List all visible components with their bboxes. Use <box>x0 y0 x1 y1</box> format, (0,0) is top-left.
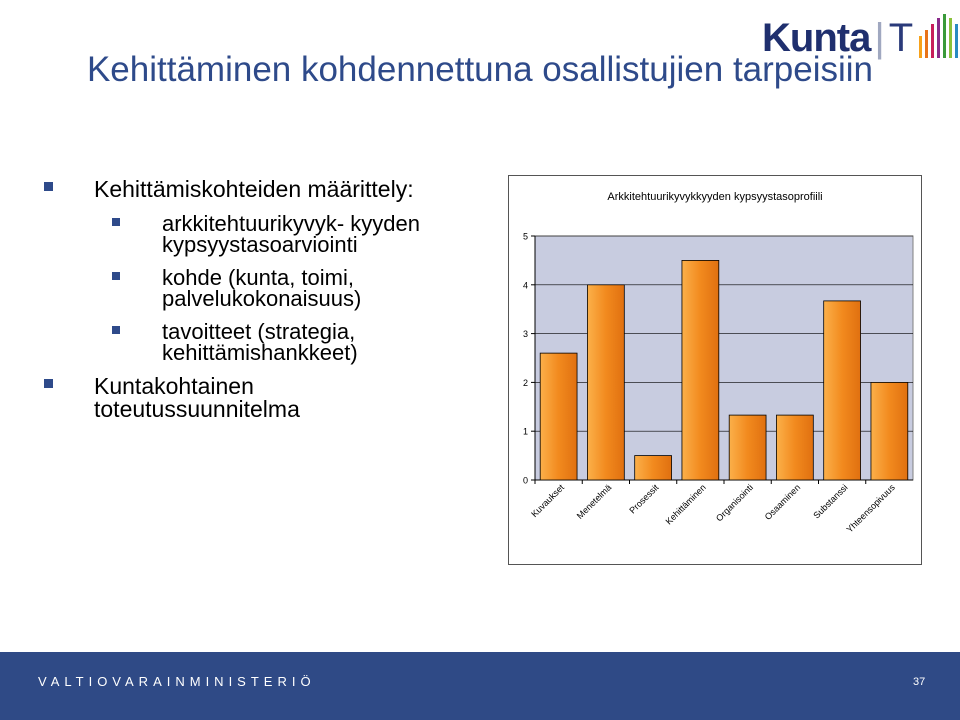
logo-suffix: T <box>888 16 914 60</box>
y-tick-label: 4 <box>522 280 528 291</box>
bar <box>776 415 813 480</box>
bar <box>587 285 624 480</box>
sub-bullet-text: arkkitehtuurikyvyk- kyyden kypsyystasoarviointi <box>162 211 420 257</box>
y-tick-label: 0 <box>522 475 528 486</box>
bar <box>635 456 672 480</box>
chart-svg <box>509 176 921 564</box>
bullet-text: Kuntakohtainen toteutussuunnitelma <box>94 373 300 422</box>
x-tick-label: Osaaminen <box>762 482 803 522</box>
x-tick-label: Kehittäminen <box>663 482 708 527</box>
logo-bar <box>955 24 958 58</box>
bar <box>871 382 908 480</box>
x-tick-label: Menetelmä <box>574 482 614 521</box>
x-tick-label: Organisointi <box>714 482 756 524</box>
bullet-square-icon <box>44 379 53 388</box>
bar <box>682 260 719 480</box>
bullet-square-icon <box>44 182 53 191</box>
page-number: 37 <box>913 676 926 688</box>
logo-bar <box>949 18 952 58</box>
bullet-square-icon <box>112 272 120 280</box>
bullet-item <box>42 178 462 201</box>
bullet-list <box>42 178 462 433</box>
sub-bullet-text: tavoitteet (strategia, kehittämishankkeet) <box>162 319 358 365</box>
logo-brand: Kunta <box>762 16 871 60</box>
x-tick-label: Prosessit <box>627 482 661 516</box>
x-tick-label: Substanssi <box>811 482 850 521</box>
sub-bullet-text: kohde (kunta, toimi, palvelukokonaisuus) <box>162 265 362 311</box>
y-tick-label: 3 <box>522 329 528 340</box>
logo-bar <box>937 18 940 58</box>
bar <box>729 415 766 480</box>
bullet-text: Kehittämiskohteiden määrittely: <box>94 176 414 202</box>
y-tick-label: 2 <box>522 377 528 388</box>
bullet-square-icon <box>112 218 120 226</box>
bar <box>540 353 577 480</box>
bar <box>824 301 861 480</box>
slide-title: Kehittäminen kohdennettuna osallistujien tarpeisiin <box>86 50 874 89</box>
sub-bullet-item <box>42 321 462 363</box>
logo-bar <box>919 36 922 58</box>
maturity-chart <box>508 175 922 565</box>
footer-bar <box>0 652 960 720</box>
logo-bar <box>943 14 946 58</box>
bullet-square-icon <box>112 326 120 334</box>
sub-bullet-item <box>42 267 462 309</box>
y-tick-label: 5 <box>522 231 528 242</box>
chart-title: Arkkitehtuurikyvykkyyden kypsyystasoprofiili <box>607 191 823 203</box>
logo-bar <box>931 24 934 58</box>
logo-bars-icon <box>919 10 960 58</box>
ministry-name: VALTIOVARAINMINISTERIÖ <box>38 674 316 689</box>
logo-bar <box>925 30 928 58</box>
x-tick-label: Yhteensopivuus <box>844 482 897 535</box>
sub-bullet-item <box>42 213 462 255</box>
logo-separator: | <box>874 16 885 60</box>
bullet-item <box>42 375 462 421</box>
x-tick-label: Kuvaukset <box>529 482 567 520</box>
y-tick-label: 1 <box>522 426 528 437</box>
